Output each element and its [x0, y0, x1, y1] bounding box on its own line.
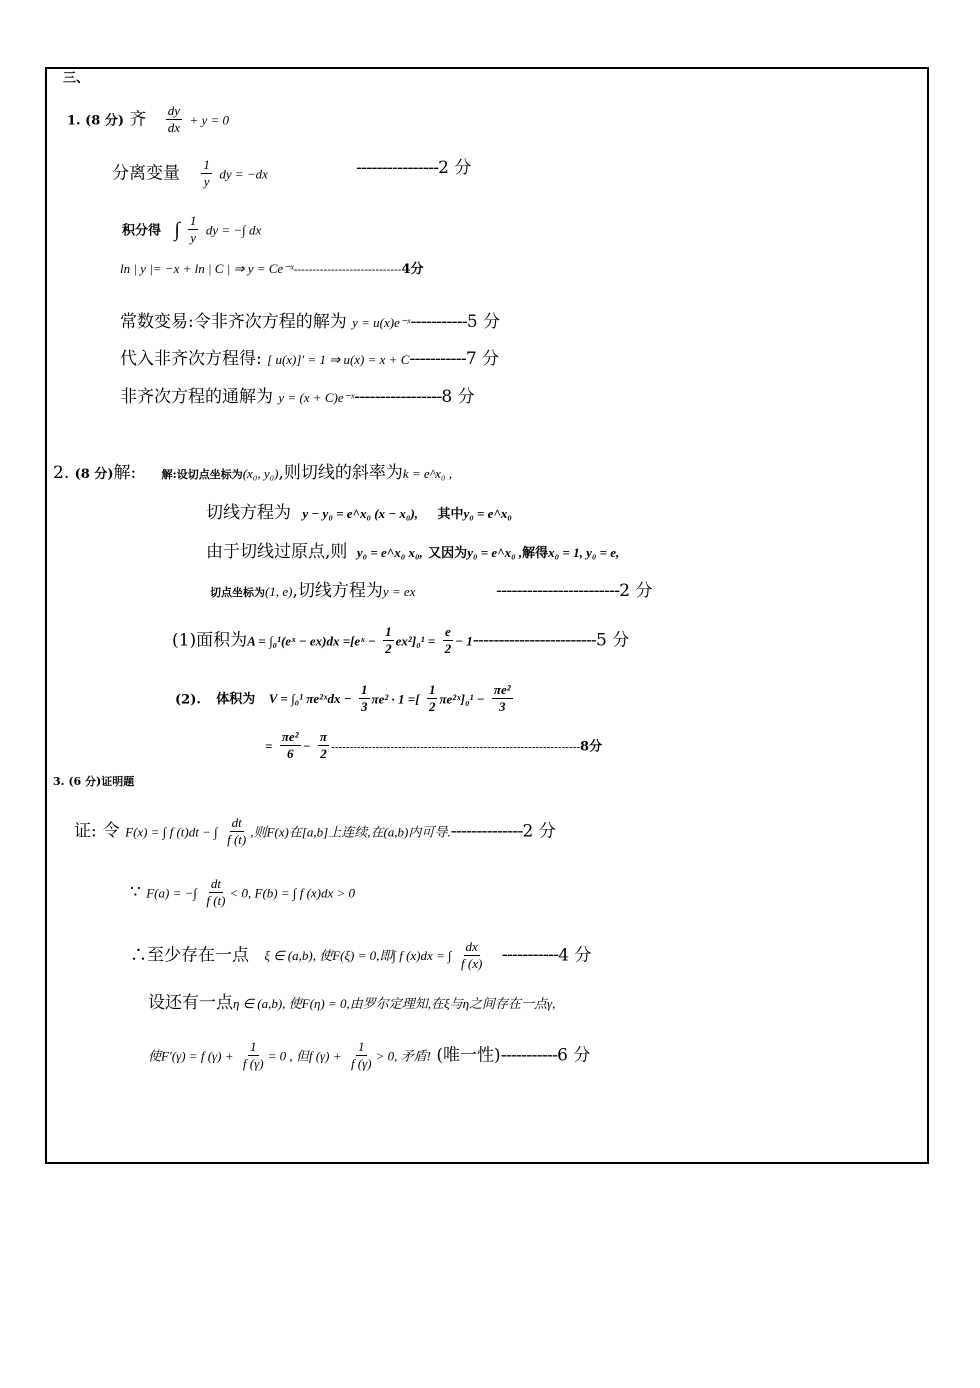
problem-1-title: 1. (8 分) — [67, 113, 124, 129]
p2-line-4: 切点坐标为(1, e),切线方程为y = ex — [210, 581, 416, 601]
problem-1-title-tail: 齐 — [129, 109, 147, 130]
p1-line-4: 常数变易:令非齐次方程的解为 y = u(x)e⁻ˣ-----------5 分 — [120, 312, 501, 332]
p2-line-3: 由于切线过原点,则 y₀ = e^x₀ x₀, 又因为y₀ = e^x₀ ,解得x₀ = 1, y₀ = e, — [206, 542, 620, 562]
p1-l1-label: 分离变量 — [112, 163, 180, 184]
p3-line-1: 证: 令 F(x) = ∫ f (t)dt − ∫ $\frac{dt}{f (t)}$ ,则F(x)在[a,b]上连续,在(a,b)内可导.--------------2 分 — [74, 815, 556, 848]
p2-l4-score: ------------------------2 分 — [496, 581, 653, 601]
p2-line-5: (1)面积为A = ∫₀¹(eˣ − ex)dx =[eˣ − $\frac{1}{2}$ ex²]₀¹ = $\frac{e}{2}$ − 1------------------------5 分 — [172, 624, 630, 657]
p3-line-5: 使F′(γ) = f (γ) + $\frac{1}{f (\gamma)}$ = 0 , 但f (γ) + $\frac{1}{f (\gamma)}$ > 0, 矛盾! (唯一性)-----------6 分 — [148, 1039, 591, 1072]
integral-sign: ∫ — [174, 218, 180, 241]
p1-l2-frac: $\frac{1}{y}$ — [189, 213, 197, 246]
problem-1-header — [67, 104, 229, 136]
p2-line-7: = $\frac{\text{πe²}}{6}$ − $\frac{\pi}{2}$ -------------------------------------------------------------------8分 — [265, 729, 603, 762]
eq-fraction: $\frac{dy}{dx}$ — [167, 103, 181, 136]
p1-line-6: 非齐次方程的通解为 y = (x + C)e⁻ˣ-----------------8 分 — [120, 387, 475, 407]
eq-rest: + y = 0 — [189, 112, 230, 128]
p1-l1-frac: $\frac{1}{y}$ — [203, 157, 210, 190]
p1-l1-score: ----------------2 分 — [356, 158, 472, 178]
p2-line-6: (2). 体积为 V = ∫₀¹ πe²ˣdx − $\frac{1}{3}$ πe² · 1 =[ $\frac{1}{2}$ πe²ˣ]₀¹ − $\frac{\text{πe²}}{3}$ — [175, 682, 511, 715]
p1-line-5: 代入非齐次方程得: [ u(x)]′ = 1 ⇒ u(x) = x + C-----------7 分 — [120, 349, 500, 369]
problem-3-title: 3. (6 分)证明题 — [53, 775, 135, 788]
p1-line-2 — [122, 214, 261, 246]
p3-line-4: 设还有一点η ∈ (a,b), 使F(η) = 0,由罗尔定理知,在ξ与η之间存在一点γ, — [148, 993, 556, 1013]
p1-l2-eq: dy = −∫ dx — [205, 222, 262, 238]
section-heading: 三、 — [63, 71, 90, 86]
p1-line-3: ln | y |= −x + ln | C | ⇒ y = Ce⁻ˣ-----------------------------4分 — [120, 261, 424, 277]
p2-line-1: 2. (8 分)解: 解:设切点坐标为(x₀, y₀),则切线的斜率为k = e^x₀ , — [53, 463, 452, 483]
p1-l2-label: 积分得 — [122, 223, 162, 239]
p3-line-2: ∵ F(a) = −∫ $\frac{dt}{f (t)}$ < 0, F(b) = ∫ f (x)dx > 0 — [130, 876, 356, 909]
p1-l1-eq: dy = −dx — [219, 166, 268, 182]
p2-line-2: 切线方程为 y − y₀ = e^x₀ (x − x₀), 其中y₀ = e^x₀ — [206, 503, 512, 523]
p1-l3-eq: ln | y |= −x + ln | C | ⇒ y = Ce⁻ˣ — [120, 261, 294, 276]
p3-line-3: ∴至少存在一点 ξ ∈ (a,b), 使F(ξ) = 0,即∫ f (x)dx = ∫ $\frac{dx}{f (x)}$ -----------4 分 — [130, 939, 592, 972]
problem-2-title: 2. — [53, 463, 70, 483]
p1-line-1 — [112, 158, 268, 190]
